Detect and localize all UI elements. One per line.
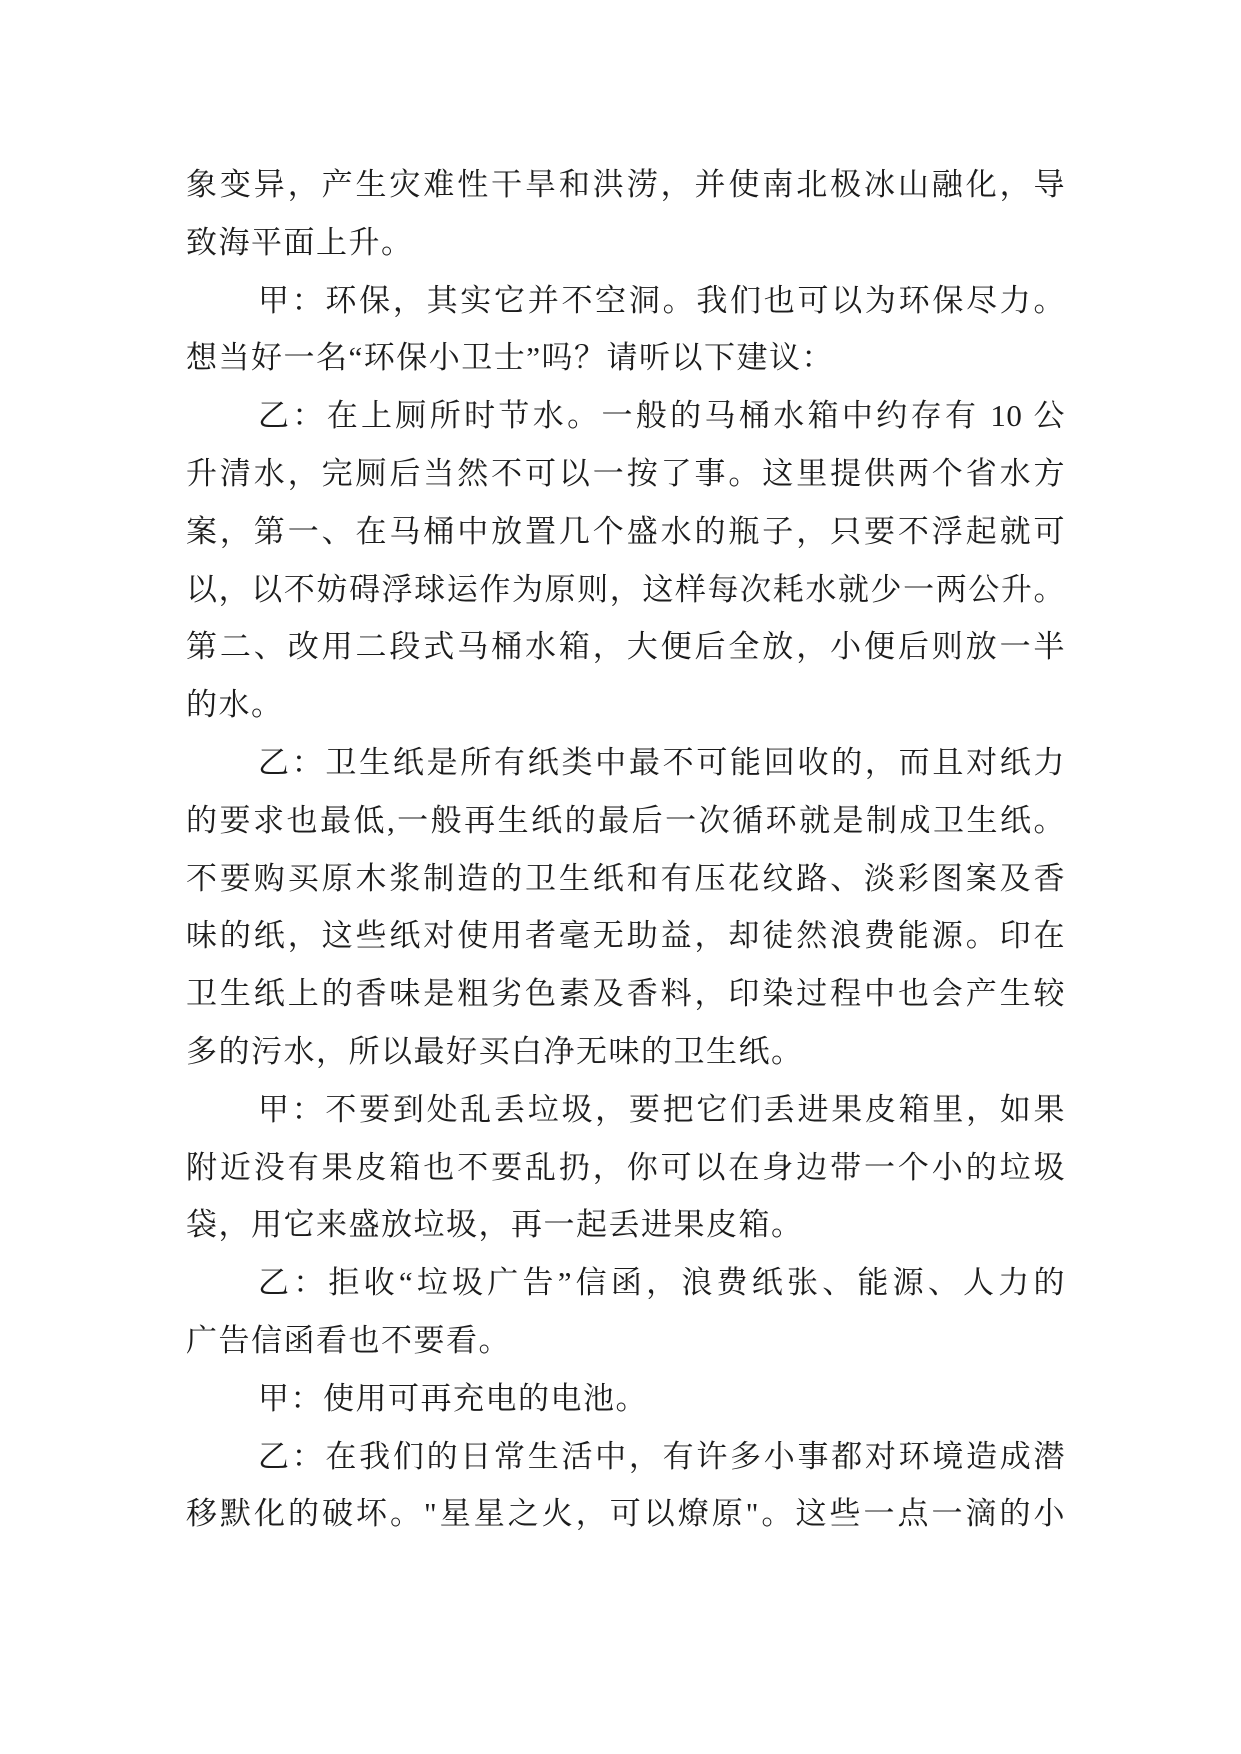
text-line: 乙：在上厕所时节水。一般的马桶水箱中约存有 10 公 <box>258 398 1065 434</box>
text-line: 乙：在我们的日常生活中，有许多小事都对环境造成潜 <box>258 1438 1065 1474</box>
text-line: 的水。 <box>186 687 284 723</box>
text-line: 不要购买原木浆制造的卫生纸和有压花纹路、淡彩图案及香 <box>186 860 1065 896</box>
text-line: 致海平面上升。 <box>186 224 414 260</box>
text-line: 升清水，完厕后当然不可以一按了事。这里提供两个省水方 <box>186 455 1065 491</box>
text-line: 广告信函看也不要看。 <box>186 1322 511 1358</box>
text-line: 乙：拒收“垃圾广告”信函，浪费纸张、能源、人力的 <box>258 1265 1065 1301</box>
text-line: 附近没有果皮箱也不要乱扔，你可以在身边带一个小的垃圾 <box>186 1149 1065 1185</box>
text-block <box>186 156 1065 1543</box>
text-line: 移默化的破坏。"星星之火，可以燎原"。这些一点一滴的小 <box>186 1496 1065 1532</box>
text-line: 象变异，产生灾难性干旱和洪涝，并使南北极冰山融化，导 <box>186 167 1065 202</box>
text-line: 第二、改用二段式马桶水箱，大便后全放，小便后则放一半 <box>186 629 1065 665</box>
text-line: 甲：使用可再充电的电池。 <box>258 1380 648 1416</box>
text-line: 卫生纸上的香味是粗劣色素及香料，印染过程中也会产生较 <box>186 976 1065 1012</box>
text-line: 味的纸，这些纸对使用者毫无助益，却徒然浪费能源。印在 <box>186 918 1065 954</box>
text-line: 乙：卫生纸是所有纸类中最不可能回收的，而且对纸力 <box>258 744 1065 780</box>
text-line: 多的污水，所以最好买白净无味的卫生纸。 <box>186 1033 804 1069</box>
text-line: 想当好一名“环保小卫士”吗？请听以下建议： <box>186 340 835 376</box>
text-line: 以，以不妨碍浮球运作为原则，这样每次耗水就少一两公升。 <box>186 571 1065 607</box>
text-line: 的要求也最低,一般再生纸的最后一次循环就是制成卫生纸。 <box>186 802 1065 838</box>
text-line: 案，第一、在马桶中放置几个盛水的瓶子，只要不浮起就可 <box>186 513 1065 549</box>
text-line: 甲：环保，其实它并不空洞。我们也可以为环保尽力。 <box>258 282 1065 318</box>
text-line: 甲：不要到处乱丢垃圾，要把它们丢进果皮箱里，如果 <box>258 1091 1065 1127</box>
text-line: 袋，用它来盛放垃圾，再一起丢进果皮箱。 <box>186 1207 804 1243</box>
